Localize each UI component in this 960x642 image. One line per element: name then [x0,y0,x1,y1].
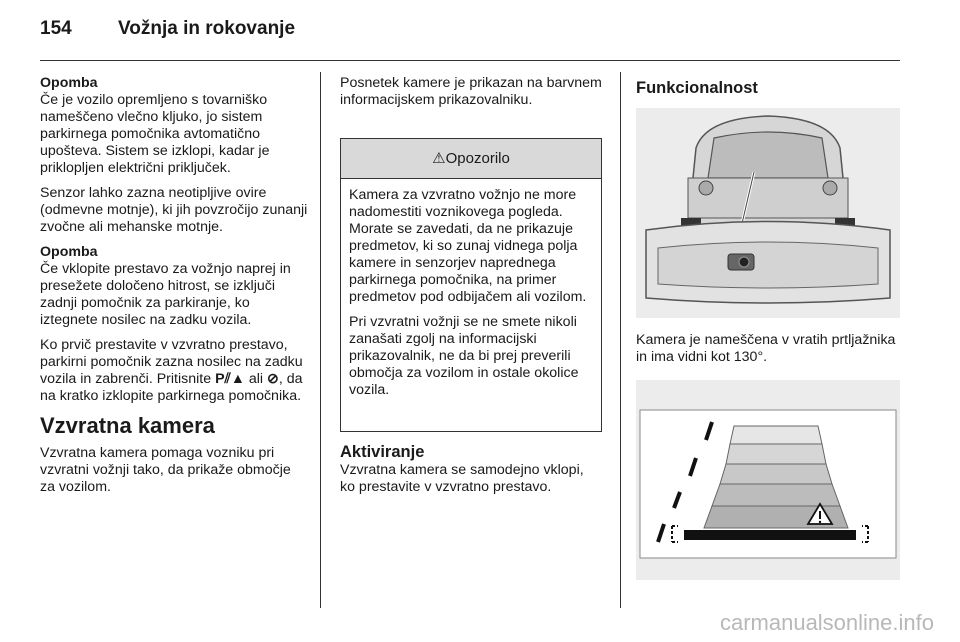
chapter-title: Vožnja in rokovanje [118,18,296,39]
activation-section [340,442,602,504]
page-header [40,18,900,48]
caption-block [636,332,902,374]
warning-triangle-icon: ⚠ [432,150,446,167]
note-title: Opomba [40,244,98,260]
column-1 [40,75,308,504]
function-title: Funkcionalnost [636,79,758,97]
park-off-icon: ⊘ [267,371,279,387]
subsection-title: Aktiviranje [340,443,425,461]
warning-box [340,138,602,432]
note-text: Če je vozilo opremljeno s tovarniško nameščeno vlečno kljuko, jo sistem parkirnega pomočnika avtomatično upošteva. Sistem se izklopi, kadar je priklopljen električni priključek. [40,92,270,176]
figure-caption: Kamera je nameščena v vratih prtljažnika in ima vidni kot 130°. [636,332,896,365]
warning-text: Kamera za vzvratno vožnjo ne more nadomestiti voznikovega pogleda. Morate se zavedati, da ne prikazuje predmetov, ki so zunaj vidnega polja kamere in senzorjev naprednega parkirnega pomočnika, na primer predmetov pod odbijačem ali vozilom. [349,187,587,305]
intro-text: Posnetek kamere je prikazan na barvnem informacijskem prikazovalniku. [340,75,602,108]
paragraph: Senzor lahko zazna neotipljive ovire (odmevne motnje), ki jih povzročijo zunanji zvočne ali mehanske motnje. [40,185,308,235]
section-title: Vzvratna kamera [40,413,215,438]
column-divider-1 [320,72,321,608]
page-number: 154 [40,18,72,39]
column-2 [340,75,602,117]
warning-text: Pri vzvratni vožnji se ne smete nikoli zanašati zgolj na informacijski prikazovalnik, ne da bi prej preverili območja za vozilom in ostale okolice vozila. [349,314,579,398]
camera-location-figure [636,108,900,318]
paragraph-with-icons: Ko prvič prestavite v vzvratno prestavo, parkirni pomočnik zazna nosilec na zadku vozila in zabrenči. Pritisnite P⫽▲ ali ⊘, da na kratko izklopite parkirnega pomočnika. [40,337,303,404]
note-title: Opomba [40,75,98,91]
section-text: Vzvratna kamera pomaga vozniku pri vzvratni vožnji tako, da prikaže območje za vozilom. [40,445,291,495]
camera-view-figure [636,380,900,580]
car-rear-illustration [636,108,900,318]
column-3-title [636,78,902,98]
header-rule [40,60,900,61]
subsection-text: Vzvratna kamera se samodejno vklopi, ko prestavite v vzvratno prestavo. [340,462,584,495]
note-text: Če vklopite prestavo za vožnjo naprej in presežete določeno hitrost, se izključi zadnji pomočnik za parkiranje, ko iztegnete nosilec na zadku vozila. [40,261,291,328]
park-assist-icon: P⫽▲ [215,371,245,387]
warning-header: ⚠Opozorilo [341,139,601,179]
column-divider-2 [620,72,621,608]
camera-display-illustration [636,380,900,580]
watermark: carmanualsonline.info [719,610,934,635]
